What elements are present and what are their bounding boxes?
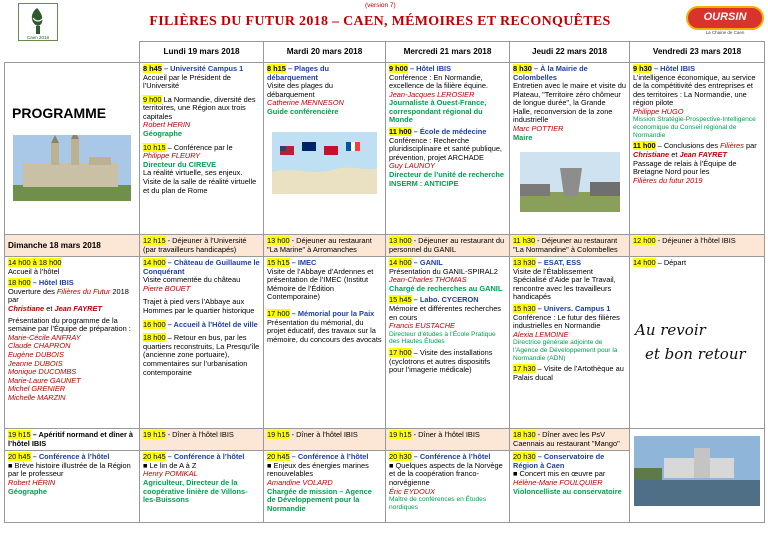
afternoon-row bbox=[5, 257, 765, 429]
tuesday-lunch: 13 h00 - Déjeuner au restaurant "La Marine" à Arromanches bbox=[264, 235, 386, 257]
monday-afternoon: 14 h00 – Château de Guillaume le Conquérant Visite commentée du château Pierre BOUET Trajet à pied vers l’Abbaye aux Hommes par le quartier historique 16 h00 – Accueil à l’Hôtel de ville 18 h00 – Retour en bus, par les quartiers reconstruits, La Presqu’île (ancienne zone portuaire), commentaires sur l’urbanisation contemporaine bbox=[140, 257, 264, 429]
header bbox=[0, 0, 768, 40]
svg-text:Caen 2018: Caen 2018 bbox=[26, 35, 50, 40]
halle-photo bbox=[520, 152, 620, 212]
thursday-morning: 8 h30 – À la Mairie de Colombelles Entretien avec le maire et visite du Plateau, "Territoire zéro chômeur de longue durée", la Grande Halle, reconversion de la zone industrielle Marc POTTIER Maire bbox=[510, 63, 630, 235]
monday-evening: 20 h45 – Conférence à l’hôtel ■ Le lin de A à Z Henry POMIKAL Agriculteur, Directeur de la coopérative linière de Villons-les-Buissons bbox=[140, 451, 264, 523]
oursin-logo-text: OURSIN bbox=[703, 11, 747, 23]
tuesday-morning: 8 h15 – Plages du débarquement Visite des plages du débarquement Catherine MENNESON Guide conférencière bbox=[264, 63, 386, 235]
abbey-photo bbox=[13, 135, 131, 201]
thursday-afternoon: 13 h30 – ESAT, ESS Visite de l’Établissement Spécialisé d’Aide par le Travail, rencontre avec les travailleurs handicapés 15 h30 – Univers. Campus 1 Conférence : Le futur des filières industrielles en Normandie Alexia LEMOINE Directrice générale adjointe de l’Agence de Développement pour la Normandie (ADN) 17 h30 – Visite de l’Artothèque au Palais ducal bbox=[510, 257, 630, 429]
friday-evening bbox=[630, 429, 765, 523]
campus-photo bbox=[634, 436, 760, 506]
friday-afternoon: 14 h00 – Départ Au revoir et bon retour bbox=[630, 257, 765, 429]
monday-lunch: 12 h15 - Déjeuner à l’Université (par travailleurs handicapés) bbox=[140, 235, 264, 257]
wednesday-afternoon: 14 h00 – GANIL Présentation du GANIL-SPIRAL2 Jean-Charles THOMAS Chargé de recherches au GANIL 15 h45 – Labo. CYCERON Mémoire et différentes recherches en cours Francis EUSTACHE Directeur d’études à l’École Pratique des Hautes Études 17 h00 – Visite des installations (cyclotrons et autres dispositifs pour l’imagerie médicale) bbox=[386, 257, 510, 429]
landing-map bbox=[272, 132, 377, 194]
version-label: (version 7) bbox=[365, 2, 396, 9]
friday-morning: 9 h30 – Hôtel IBIS L’intelligence économique, au service de la compétitivité des entreprises et des territoires : La Normandie, une région pilote Philippe HUGO Mission Stratégie-Prospective-Intelligence économique du Conseil régional de Normandie 11 h00 – Conclusions des Filières par Christiane et Jean FAYRET Passage de relais à l’Équipe de Bretagne Nord pour les Filières du futur 2019 bbox=[630, 63, 765, 235]
day-header: Mercredi 21 mars 2018 bbox=[386, 42, 510, 63]
tuesday-afternoon: 15 h15 – IMEC Visite de l’Abbaye d’Ardennes et présentation de l’IMEC (Institut Mémoire de l’Édition Contemporaine) 17 h00 – Mémorial pour la Paix Présentation du mémorial, du projet éducatif, des travaux sur la mémoire, du concours des avocats bbox=[264, 257, 386, 429]
sunday-header: Dimanche 18 mars 2018 bbox=[5, 235, 140, 257]
day-header: Lundi 19 mars 2018 bbox=[140, 42, 264, 63]
day-header: Vendredi 23 mars 2018 bbox=[630, 42, 765, 63]
wednesday-lunch: 13 h00 - Déjeuner au restaurant du personnel du GANIL bbox=[386, 235, 510, 257]
sunday-evening: 20 h45 – Conférence à l’hôtel ■ Brève histoire illustrée de la Région par le professeur Robert HÉRIN Géographe bbox=[5, 451, 140, 523]
oursin-logo bbox=[686, 3, 766, 35]
friday-lunch: 12 h00 - Déjeuner à l’hôtel IBIS bbox=[630, 235, 765, 257]
thursday-evening: 20 h30 – Conservatoire de Région à Caen ■ Concert mis en œuvre par Hélène-Marie FOULQUIER Violoncelliste au conservatoire bbox=[510, 451, 630, 523]
sunday-afternoon: 14 h00 à 18 h00 Accueil à l’hôtel 18 h00 – Hôtel IBIS Ouverture des Filières du Futur 2018 par Christiane et Jean FAYRET Présentation du programme de la semaine par l’Équipe de préparation : Marie-Cécile ANFRAY Claude CHAPRON Eugène DUBOIS Jeanne DUBOIS Monique DUCOMBS Marie-Laure GAUNET Michel GRENIER Michelle MARZIN bbox=[5, 257, 140, 429]
wednesday-morning: 9 h00 – Hôtel IBIS Conférence : En Normandie, excellence de la filière équine. Jean-Jacques LEROSIER Journaliste à Ouest-France, correspondant régional du Monde 11 h00 – École de médecine Conférence : Recherche pluridisciplinaire et santé publique, prévention, projet ARCHADE Guy LAUNOY Directeur de l’unité de recherche INSERM : ANTICIPE bbox=[386, 63, 510, 235]
wednesday-dinner: 19 h15 - Dîner à l’hôtel IBIS bbox=[386, 429, 510, 451]
programme-label: PROGRAMME bbox=[12, 105, 107, 121]
monday-dinner: 19 h15 - Dîner à l’hôtel IBIS bbox=[140, 429, 264, 451]
programme-cell bbox=[5, 63, 140, 235]
tuesday-evening: 20 h45 – Conférence à l’hôtel ■ Enjeux des énergies marines renouvelables Amandine VOLARD Chargée de mission – Agence de Développement pour la Normandie bbox=[264, 451, 386, 523]
goodbye-line2: et bon retour bbox=[645, 344, 746, 363]
morning-row bbox=[5, 63, 765, 235]
wednesday-evening: 20 h30 – Conférence à l’hôtel ■ Quelques aspects de la Norvège et de la coopération franco-norvégienne Éric EYDOUX Maître de conférences en Études nordiques bbox=[386, 451, 510, 523]
goodbye-line1: Au revoir bbox=[635, 320, 706, 339]
lunch-row bbox=[5, 235, 765, 257]
monday-morning: 8 h45 – Université Campus 1 Accueil par le Président de l’Université 9 h00 La Normandie, diversité des territoires, une Région aux trois capitales Robert HERIN Géographe 10 h15 – Conférence par le Philippe FLEURY Directeur du CIREVE La réalité virtuelle, ses enjeux. Visite de la salle de réalité virtuelle et du plan de Rome bbox=[140, 63, 264, 235]
filieres-logo bbox=[18, 3, 58, 41]
dinner-row bbox=[5, 429, 765, 451]
day-header: Mardi 20 mars 2018 bbox=[264, 42, 386, 63]
schedule-table bbox=[4, 41, 765, 523]
oursin-logo-sub: La Chaine de Caen bbox=[705, 30, 745, 35]
day-header-row bbox=[5, 42, 765, 63]
tuesday-dinner: 19 h15 - Dîner à l’hôtel IBIS bbox=[264, 429, 386, 451]
thursday-lunch: 11 h30 - Déjeuner au restaurant "La Normandine" à Colombelles bbox=[510, 235, 630, 257]
thursday-dinner: 18 h30 - Dîner avec les PsV Caennais au restaurant "Mango" bbox=[510, 429, 630, 451]
day-header: Jeudi 22 mars 2018 bbox=[510, 42, 630, 63]
sunday-dinner: 19 h15 – Apéritif normand et dîner à l’hôtel IBIS bbox=[5, 429, 140, 451]
page-title: FILIÈRES DU FUTUR 2018 – CAEN, MÉMOIRES ET RECONQUÊTES bbox=[149, 14, 611, 29]
